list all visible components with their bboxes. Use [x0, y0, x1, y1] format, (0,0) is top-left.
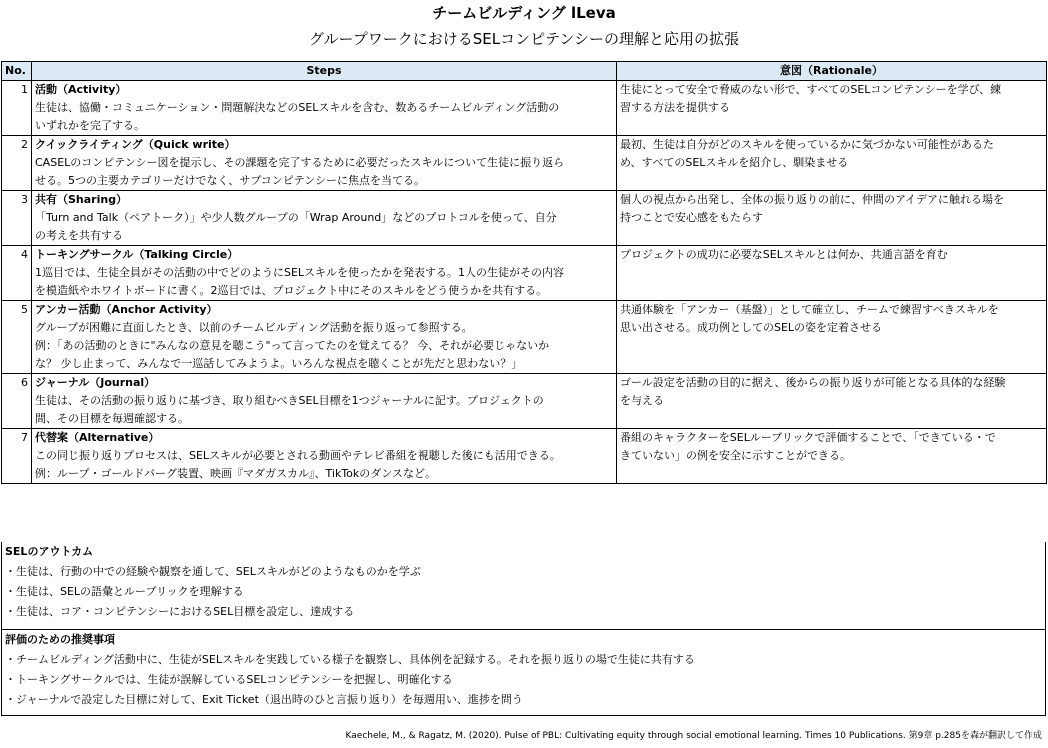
- step-title: クイックライティング（Quick write）: [35, 138, 236, 151]
- table-row: [2, 81, 1047, 136]
- rationale-line: 番組のキャラクターをSELルーブリックで評価することで、「できている・で: [620, 431, 996, 444]
- step-cell: [32, 136, 617, 191]
- rationale-line: ゴール設定を活動の目的に据え、後からの振り返りが可能となる具体的な経験: [620, 376, 1006, 389]
- table-row: [2, 191, 1047, 246]
- rationale-cell: [617, 429, 1047, 484]
- sel-outcome-item: ・生徒は、SELの語彙とルーブリックを理解する: [5, 585, 244, 598]
- step-description-line: 例：ループ・ゴールドバーグ装置、映画『マダガスカル』、TikTokのダンスなど。: [35, 467, 437, 480]
- document-subtitle: グループワークにおけるSELコンピテンシーの理解と応用の拡張: [308, 30, 740, 48]
- rationale-line: きていない」の例を安全に示すことができる。: [620, 449, 851, 462]
- step-description-line: 生徒は、協働・コミュニケーション・問題解決などのSELスキルを含む、数あるチームビルディング活動の: [35, 101, 560, 114]
- step-number: 1: [2, 81, 32, 136]
- step-cell: [32, 429, 617, 484]
- step-title: 共有（Sharing）: [35, 193, 128, 206]
- table-row: [2, 429, 1047, 484]
- rationale-cell: [617, 301, 1047, 374]
- sel-outcomes-section: [1, 542, 1046, 630]
- step-number: 4: [2, 246, 32, 301]
- rationale-line: 個人の視点から出発し、全体の振り返りの前に、仲間のアイデアに触れる場を: [620, 193, 1005, 206]
- step-description-line: を模造紙やホワイトボードに書く。2巡目では、プロジェクト中にそのスキルをどう使うかを共有する。: [35, 284, 548, 297]
- step-title: 活動（Activity）: [35, 83, 127, 96]
- step-description-line: 1巡目では、生徒全員がその活動の中でどのようにSELスキルを使ったかを発表する。1人の生徒がその内容: [35, 266, 564, 279]
- step-number: 2: [2, 136, 32, 191]
- document-title: チームビルディング lLeva: [432, 4, 616, 22]
- step-number: 3: [2, 191, 32, 246]
- recommendations-heading: 評価のための推奨事項: [5, 633, 115, 646]
- table-header-row: [2, 62, 1047, 81]
- column-header-no: No.: [2, 62, 32, 81]
- rationale-line: 最初、生徒は自分がどのスキルを使っているかに気づかない可能性があるた: [620, 138, 994, 151]
- step-cell: [32, 374, 617, 429]
- rationale-line: め、すべてのSELスキルを紹介し、馴染ませる: [620, 156, 849, 169]
- step-cell: [32, 81, 617, 136]
- rationale-cell: [617, 246, 1047, 301]
- step-description-line: 生徒は、その活動の振り返りに基づき、取り組むべきSEL目標を1つジャーナルに記す。プロジェクトの: [35, 394, 544, 407]
- step-cell: [32, 301, 617, 374]
- rationale-cell: [617, 81, 1047, 136]
- step-description-line: この同じ振り返りプロセスは、SELスキルが必要とされる動画やテレビ番組を視聴した後にも活用できる。: [35, 449, 561, 462]
- step-title: ジャーナル（Journal）: [35, 376, 156, 389]
- step-cell: [32, 246, 617, 301]
- rationale-cell: [617, 374, 1047, 429]
- rationale-line: 共通体験を「アンカー（基盤）」として確立し、チームで練習すべきスキルを: [620, 303, 999, 316]
- step-title: トーキングサークル（Talking Circle）: [35, 248, 239, 261]
- step-number: 5: [2, 301, 32, 374]
- table-row: [2, 301, 1047, 374]
- rationale-line: を与える: [620, 394, 664, 407]
- step-description-line: いずれかを完了する。: [35, 119, 145, 132]
- table-row: [2, 374, 1047, 429]
- rationale-line: 生徒にとって安全で脅威のない形で、すべてのSELコンピテンシーを学び、練: [620, 83, 1002, 96]
- table-row: [2, 246, 1047, 301]
- table-row: [2, 136, 1047, 191]
- step-number: 6: [2, 374, 32, 429]
- rationale-line: 持つことで安心感をもたらす: [620, 211, 763, 224]
- step-description-line: な？ 少し止まって、みんなで一巡話してみようよ。いろんな視点を聴くことが先だと思わない？」: [35, 357, 523, 370]
- step-title: アンカー活動（Anchor Activity）: [35, 303, 218, 316]
- step-cell: [32, 191, 617, 246]
- rationale-cell: [617, 191, 1047, 246]
- step-description-line: 「Turn and Talk（ペアトーク）」や少人数グループの「Wrap Around」などのプロトコルを使って、自分: [35, 211, 557, 224]
- step-description-line: の考えを共有する: [35, 229, 123, 242]
- column-header-rationale: 意図（Rationale）: [617, 62, 1047, 81]
- assessment-recommendations-section: [1, 630, 1046, 716]
- sel-outcome-item: ・生徒は、コア・コンピテンシーにおけるSEL目標を設定し、達成する: [5, 605, 355, 618]
- rationale-line: 習する方法を提供する: [620, 101, 730, 114]
- column-header-steps: Steps: [32, 62, 617, 81]
- step-title: 代替案（Alternative）: [35, 431, 160, 444]
- rationale-line: プロジェクトの成功に必要なSELスキルとは何か、共通言語を育む: [620, 248, 948, 261]
- recommendation-item: ・ジャーナルで設定した目標に対して、Exit Ticket（退出時のひと言振り返り）を毎週用い、進捗を問う: [5, 693, 523, 706]
- sel-outcome-item: ・生徒は、行動の中での経験や観察を通して、SELスキルがどのようなものかを学ぶ: [5, 565, 421, 578]
- step-number: 7: [2, 429, 32, 484]
- step-description-line: 間、その目標を毎週確認する。: [35, 412, 189, 425]
- citation-footer: Kaechele, M., & Ragatz, M. (2020). Pulse of PBL: Cultivating equity through social emotional learning. Times 10 Publications. 第9章 p.285を森が翻訳して作成: [345, 731, 1042, 741]
- step-description-line: CASELのコンピテンシー図を提示し、その課題を完了するために必要だったスキルについて生徒に振り返ら: [35, 156, 565, 169]
- steps-table: [1, 61, 1047, 484]
- step-description-line: せる。5つの主要カテゴリーだけでなく、サブコンピテンシーに焦点を当てる。: [35, 174, 425, 187]
- step-description-line: 例：「あの活動のときに"みんなの意見を聴こう"って言ってたのを覚えてる？ 今、それが必要じゃないか: [35, 339, 550, 352]
- recommendation-item: ・トーキングサークルでは、生徒が誤解しているSELコンピテンシーを把握し、明確化する: [5, 673, 453, 686]
- step-description-line: グループが困難に直面したとき、以前のチームビルディング活動を振り返って参照する。: [35, 321, 473, 334]
- recommendation-item: ・チームビルディング活動中に、生徒がSELスキルを実践している様子を観察し、具体例を記録する。それを振り返りの場で生徒に共有する: [5, 653, 695, 666]
- rationale-cell: [617, 136, 1047, 191]
- rationale-line: 思い出させる。成功例としてのSELの姿を定着させる: [620, 321, 883, 334]
- sel-outcomes-heading: SELのアウトカム: [5, 545, 94, 558]
